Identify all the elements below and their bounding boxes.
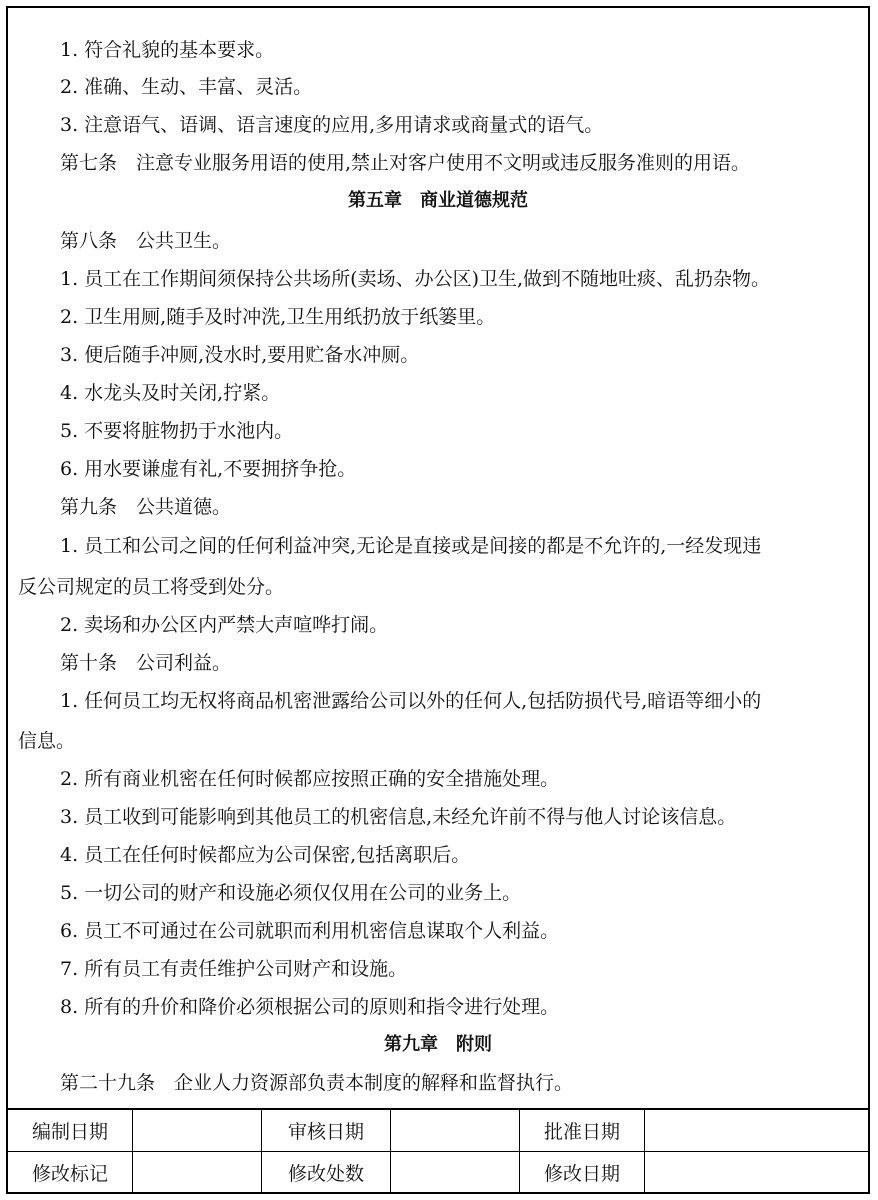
approval-table	[8, 1108, 868, 1193]
item-line-continuation: 信息。	[18, 730, 76, 752]
revision-mark-label: 修改标记	[8, 1152, 133, 1194]
review-date-label: 审核日期	[262, 1109, 391, 1152]
article-line: 第八条 公共卫生。	[60, 230, 232, 252]
item-line: 8. 所有的升价和降价必须根据公司的原则和指令进行处理。	[60, 996, 560, 1018]
revision-date-label: 修改日期	[520, 1152, 645, 1194]
revision-row	[8, 1152, 868, 1194]
item-line-continuation: 反公司规定的员工将受到处分。	[18, 576, 285, 598]
chapter-heading: 第五章 商业道德规范	[348, 190, 528, 211]
item-line: 1. 员工和公司之间的任何利益冲突,无论是直接或是间接的都是不允许的,一经发现违	[60, 535, 762, 557]
compile-date-label: 编制日期	[8, 1109, 133, 1152]
chapter-heading: 第九章 附则	[384, 1034, 492, 1055]
item-line: 1. 任何员工均无权将商品机密泄露给公司以外的任何人,包括防损代号,暗语等细小的	[60, 690, 762, 712]
revision-count-label: 修改处数	[262, 1152, 391, 1194]
item-line: 5. 不要将脏物扔于水池内。	[60, 420, 294, 442]
approve-date-value	[645, 1109, 869, 1152]
revision-mark-value	[133, 1152, 262, 1194]
revision-date-value	[645, 1152, 869, 1194]
approval-row	[8, 1109, 868, 1152]
item-line: 7. 所有员工有责任维护公司财产和设施。	[60, 958, 408, 980]
article-line: 第十条 公司利益。	[60, 652, 232, 674]
compile-date-value	[133, 1109, 262, 1152]
item-line: 6. 用水要谦虚有礼,不要拥挤争抢。	[60, 458, 357, 480]
review-date-value	[391, 1109, 520, 1152]
article-line: 第九条 公共道德。	[60, 496, 232, 518]
document-body	[8, 8, 868, 1106]
item-line: 3. 员工收到可能影响到其他员工的机密信息,未经允许前不得与他人讨论该信息。	[60, 806, 737, 828]
revision-count-value	[391, 1152, 520, 1194]
item-line: 5. 一切公司的财产和设施必须仅仅用在公司的业务上。	[60, 882, 522, 904]
item-line: 3. 便后随手冲厕,没水时,要用贮备水冲厕。	[60, 344, 420, 366]
article-line: 第七条 注意专业服务用语的使用,禁止对客户使用不文明或违反服务准则的用语。	[60, 152, 751, 174]
item-line: 2. 卫生用厕,随手及时冲洗,卫生用纸扔放于纸篓里。	[60, 306, 496, 328]
item-line: 2. 所有商业机密在任何时候都应按照正确的安全措施处理。	[60, 768, 560, 790]
document-page	[6, 6, 870, 1194]
item-line: 2. 准确、生动、丰富、灵活。	[60, 76, 313, 98]
article-line: 第二十九条 企业人力资源部负责本制度的解释和监督执行。	[60, 1072, 574, 1094]
item-line: 1. 员工在工作期间须保持公共场所(卖场、办公区)卫生,做到不随地吐痰、乱扔杂物。	[60, 268, 771, 290]
item-line: 4. 员工在任何时候都应为公司保密,包括离职后。	[60, 844, 471, 866]
item-line: 3. 注意语气、语调、语言速度的应用,多用请求或商量式的语气。	[60, 114, 604, 136]
item-line: 2. 卖场和办公区内严禁大声喧哗打闹。	[60, 614, 389, 636]
approve-date-label: 批准日期	[520, 1109, 645, 1152]
item-line: 4. 水龙头及时关闭,拧紧。	[60, 382, 281, 404]
item-line: 6. 员工不可通过在公司就职而利用机密信息谋取个人利益。	[60, 920, 560, 942]
item-line: 1. 符合礼貌的基本要求。	[60, 39, 275, 61]
